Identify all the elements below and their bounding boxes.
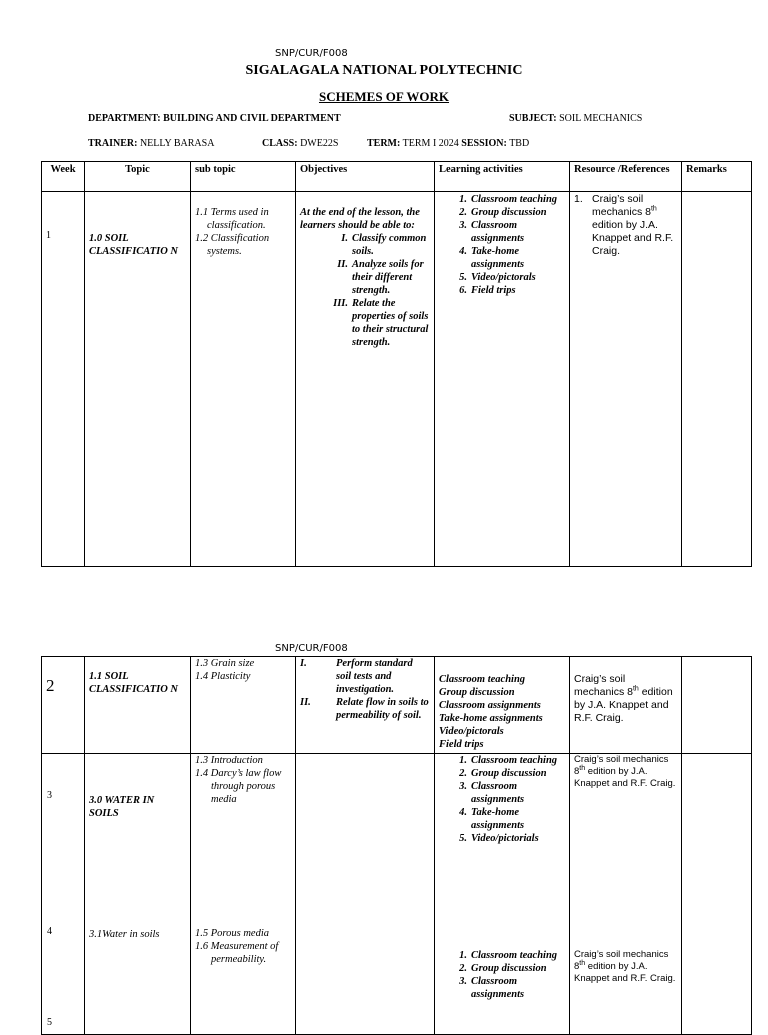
list-item: I. Classify common soils. xyxy=(341,233,427,257)
col-topic: Topic xyxy=(85,162,191,192)
list-item: 1. Classroom teaching xyxy=(459,950,558,961)
list-item: I. Perform standard soil tests and investigation. xyxy=(300,658,413,695)
list-item: 2. Group discussion xyxy=(459,207,547,218)
subtopic-cell xyxy=(191,192,296,567)
term-line xyxy=(367,138,529,149)
list-item: 5. Video/pictorials xyxy=(459,833,539,844)
activities-cell xyxy=(435,192,570,567)
subtopics-week4 xyxy=(195,927,291,966)
scheme-table-page2 xyxy=(41,656,752,1035)
subtopic-item: 1.3 Grain size xyxy=(195,658,255,669)
department-label: DEPARTMENT: xyxy=(88,113,161,124)
table-row-week3-5 xyxy=(42,754,752,1035)
list-item: 3. Classroom assignments xyxy=(459,976,525,1000)
subtopic-item: 1.2 Classification systems. xyxy=(195,233,270,257)
table-row-week2 xyxy=(42,657,752,754)
col-remarks: Remarks xyxy=(682,162,752,192)
resource-cell xyxy=(570,754,682,1035)
topic-week3: 3.0 WATER IN SOILS xyxy=(89,795,155,819)
week-cell xyxy=(42,754,85,1035)
list-item: 6. Field trips xyxy=(459,285,516,296)
session-label: SESSION: xyxy=(461,138,507,149)
department-line xyxy=(88,113,341,124)
term-value: TERM I 2024 xyxy=(402,138,459,149)
col-subtopic: sub topic xyxy=(191,162,296,192)
activities-cell xyxy=(435,657,570,754)
list-item: III. Relate the properties of soils to their structural strength. xyxy=(333,298,429,348)
resource-cell: Craig’s soil mechanics 8th edition by J.A. Knappet and R.F. Craig. xyxy=(570,657,682,754)
list-item: Take-home assignments xyxy=(439,713,543,724)
week-number-5: 5 xyxy=(47,1017,52,1028)
trainer-label: TRAINER: xyxy=(88,138,138,149)
list-item: 1. Classroom teaching xyxy=(459,755,558,766)
week-cell: 1 xyxy=(42,192,85,567)
list-item: 2. Group discussion xyxy=(459,963,547,974)
col-resource: Resource /References xyxy=(570,162,682,192)
table-row-week1 xyxy=(42,192,752,567)
institution-name: SIGALAGALA NATIONAL POLYTECHNIC xyxy=(245,63,523,78)
list-item: 5. Video/pictorals xyxy=(459,272,536,283)
week-number-4: 4 xyxy=(47,926,52,937)
topic-cell xyxy=(85,754,191,1035)
activities-list xyxy=(439,193,565,297)
topic-cell: 1.0 SOIL CLASSIFICATIO N xyxy=(85,192,191,567)
list-item: 4. Take-home assignments xyxy=(459,807,525,831)
subtopic-cell xyxy=(191,754,296,1035)
remarks-cell xyxy=(682,657,752,754)
activities-list-week4 xyxy=(459,949,565,1001)
list-item: Group discussion xyxy=(439,687,515,698)
col-objectives: Objectives xyxy=(296,162,435,192)
class-value: DWE22S xyxy=(300,138,339,149)
activities-list-week3 xyxy=(459,754,565,845)
trainer-line xyxy=(88,138,214,149)
list-item: 4. Take-home assignments xyxy=(459,246,525,270)
list-item: 1. Classroom teaching xyxy=(459,194,558,205)
document-title: SCHEMES OF WORK xyxy=(318,89,450,104)
objectives-cell xyxy=(296,754,435,1035)
subtopic-item: 1.5 Porous media xyxy=(195,928,269,939)
list-item: Classroom assignments xyxy=(439,700,541,711)
remarks-cell xyxy=(682,192,752,567)
week-number-3: 3 xyxy=(47,790,52,801)
class-line xyxy=(262,138,338,149)
resource-week3: Craig’s soil mechanics 8th edition by J.A. Knappet and R.F. Craig. xyxy=(574,754,676,789)
topic-cell: 1.1 SOIL CLASSIFICATIO N xyxy=(85,657,191,754)
resource-item: 1. Craig’s soil mechanics 8th edition by J.A. Knappet and R.F. Craig. xyxy=(574,193,674,257)
col-week: Week xyxy=(42,162,85,192)
subtopic-item: 1.1 Terms used in classification. xyxy=(195,207,269,231)
term-label: TERM: xyxy=(367,138,401,149)
topic-week4: 3.1Water in soils xyxy=(89,929,160,940)
objectives-intro: At the end of the lesson, the learners should be able to: xyxy=(300,207,420,231)
objectives-list xyxy=(300,232,430,349)
list-item: 3. Classroom assignments xyxy=(459,220,525,244)
resource-cell xyxy=(570,192,682,567)
subject-line xyxy=(509,113,642,124)
remarks-cell xyxy=(682,754,752,1035)
subtopic-item: 1.4 Darcy’s law flow through porous media xyxy=(195,768,282,805)
list-item: Field trips xyxy=(439,739,484,750)
subject-label: SUBJECT: xyxy=(509,113,557,124)
form-code-page2: SNP/CUR/F008 xyxy=(275,643,348,654)
department-value: BUILDING AND CIVIL DEPARTMENT xyxy=(163,113,341,124)
objectives-cell xyxy=(296,192,435,567)
subtopic-item: 1.3 Introduction xyxy=(195,755,263,766)
subtopic-item: 1.4 Plasticity xyxy=(195,671,251,682)
activities-cell xyxy=(435,754,570,1035)
subtopic-cell xyxy=(191,657,296,754)
objectives-cell xyxy=(296,657,435,754)
class-label: CLASS: xyxy=(262,138,298,149)
col-activities: Learning activities xyxy=(435,162,570,192)
list-item: 3. Classroom assignments xyxy=(459,781,525,805)
scheme-table-page1 xyxy=(41,161,752,567)
trainer-value: NELLY BARASA xyxy=(139,138,215,149)
form-code: SNP/CUR/F008 xyxy=(275,48,348,59)
list-item: 2. Group discussion xyxy=(459,768,547,779)
session-value: TBD xyxy=(509,138,530,149)
list-item: II. Analyze soils for their different strength. xyxy=(337,259,424,296)
week-cell: 2 xyxy=(42,657,85,754)
objectives-list xyxy=(300,657,430,722)
list-item: II. Relate flow in soils to permeability of soil. xyxy=(300,697,429,721)
subject-value: SOIL MECHANICS xyxy=(559,113,643,124)
list-item: Classroom teaching xyxy=(439,674,526,685)
resource-week4: Craig’s soil mechanics 8th edition by J.A. Knappet and R.F. Craig. xyxy=(574,949,676,984)
table-header-row xyxy=(42,162,752,192)
subtopic-item: 1.6 Measurement of permeability. xyxy=(195,941,279,965)
subtopics-week3 xyxy=(195,754,291,806)
list-item: Video/pictorals xyxy=(439,726,504,737)
